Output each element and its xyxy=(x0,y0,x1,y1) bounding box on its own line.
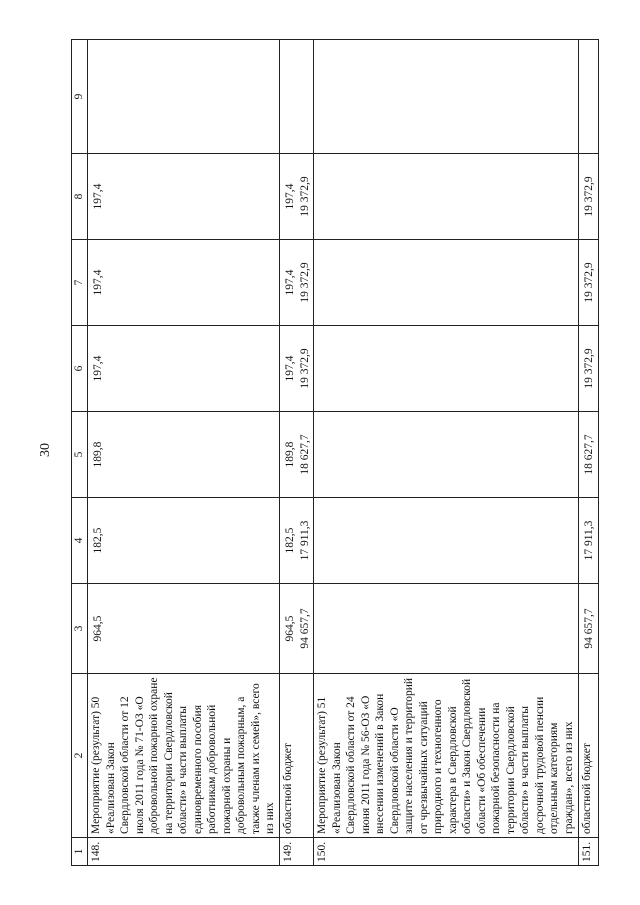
value-year-5: 197,4 xyxy=(88,154,280,240)
value-year-1-a: 182,5 xyxy=(284,527,297,554)
value-year-1: 182,5 xyxy=(88,498,280,584)
row-index: 151. xyxy=(579,838,599,866)
col-header-2: 2 xyxy=(72,674,88,838)
col-header-7: 7 xyxy=(72,240,88,326)
value-year-2-a: 189,8 xyxy=(284,441,297,468)
value-note xyxy=(314,40,579,154)
value-year-2: 189,8 xyxy=(88,412,280,498)
value-year-2-b: 18 627,7 xyxy=(298,434,311,475)
value-year-3: 19 372,9 xyxy=(579,326,599,412)
value-year-4 xyxy=(280,240,314,326)
col-header-8: 8 xyxy=(72,154,88,240)
value-year-2 xyxy=(314,412,579,498)
value-year-5 xyxy=(280,154,314,240)
value-year-3 xyxy=(314,326,579,412)
value-year-4-a: 197,4 xyxy=(284,269,297,296)
budget-table-rotated xyxy=(71,40,599,866)
value-year-2: 18 627,7 xyxy=(579,412,599,498)
row-index: 148. xyxy=(88,838,280,866)
col-header-5: 5 xyxy=(72,412,88,498)
value-year-5: 19 372,9 xyxy=(579,154,599,240)
value-note xyxy=(88,40,280,154)
value-total xyxy=(280,584,314,674)
col-header-9: 9 xyxy=(72,40,88,154)
value-year-5 xyxy=(314,154,579,240)
value-year-3: 197,4 xyxy=(88,326,280,412)
value-total xyxy=(314,584,579,674)
value-year-4 xyxy=(314,240,579,326)
page-number: 30 xyxy=(38,443,53,457)
value-total-b: 94 657,7 xyxy=(298,608,311,649)
value-year-1 xyxy=(280,498,314,584)
value-year-1 xyxy=(314,498,579,584)
value-note xyxy=(579,40,599,154)
value-total-a: 964,5 xyxy=(284,615,297,642)
value-year-3 xyxy=(280,326,314,412)
col-header-1: 1 xyxy=(72,838,88,866)
value-year-5-a: 197,4 xyxy=(284,183,297,210)
value-year-5-b: 19 372,9 xyxy=(298,176,311,217)
value-note xyxy=(280,40,314,154)
col-header-6: 6 xyxy=(72,326,88,412)
row-index: 150. xyxy=(314,838,579,866)
value-year-4: 19 372,9 xyxy=(579,240,599,326)
value-year-1: 17 911,3 xyxy=(579,498,599,584)
col-header-3: 3 xyxy=(72,584,88,674)
value-year-3-a: 197,4 xyxy=(284,355,297,382)
row-name: Мероприятие (результат) 50 «Реализован Закон Свердловской области от 12 июля 2011 года № 71-ОЗ «О добровольной пожарной охране на территории Свердловской области» в части выплаты единовременного пособия работникам добровольной пожарной охраны и добровольным пожарным, а также членам их семей», всего из них xyxy=(88,674,280,838)
table-row xyxy=(88,40,280,866)
value-total: 964,5 xyxy=(88,584,280,674)
row-name: областной бюджет xyxy=(280,674,314,838)
value-year-1-b: 17 911,3 xyxy=(298,520,311,561)
table-row xyxy=(280,40,314,866)
row-name: областной бюджет xyxy=(579,674,599,838)
col-header-4: 4 xyxy=(72,498,88,584)
value-year-4-b: 19 372,9 xyxy=(298,262,311,303)
budget-table xyxy=(71,39,599,866)
table-row xyxy=(579,40,599,866)
value-total: 94 657,7 xyxy=(579,584,599,674)
header-row xyxy=(72,40,88,866)
value-year-4: 197,4 xyxy=(88,240,280,326)
value-year-2 xyxy=(280,412,314,498)
table-row xyxy=(314,40,579,866)
row-index: 149. xyxy=(280,838,314,866)
row-name: Мероприятие (результат) 51 «Реализован Закон Свердловской области от 24 июня 2011 года № 56-ОЗ «О внесении изменений в Закон Свердловской области «О защите населения и территорий от чрезвычайных ситуаций природного и техногенного характера в Свердловской области» и Закон Свердловской области «Об обеспечении пожарной безопасности на территории Свердловской области» в части выплаты досрочной трудовой пенсии отдельным категориям граждан», всего из них xyxy=(314,674,579,838)
value-year-3-b: 19 372,9 xyxy=(298,348,311,389)
